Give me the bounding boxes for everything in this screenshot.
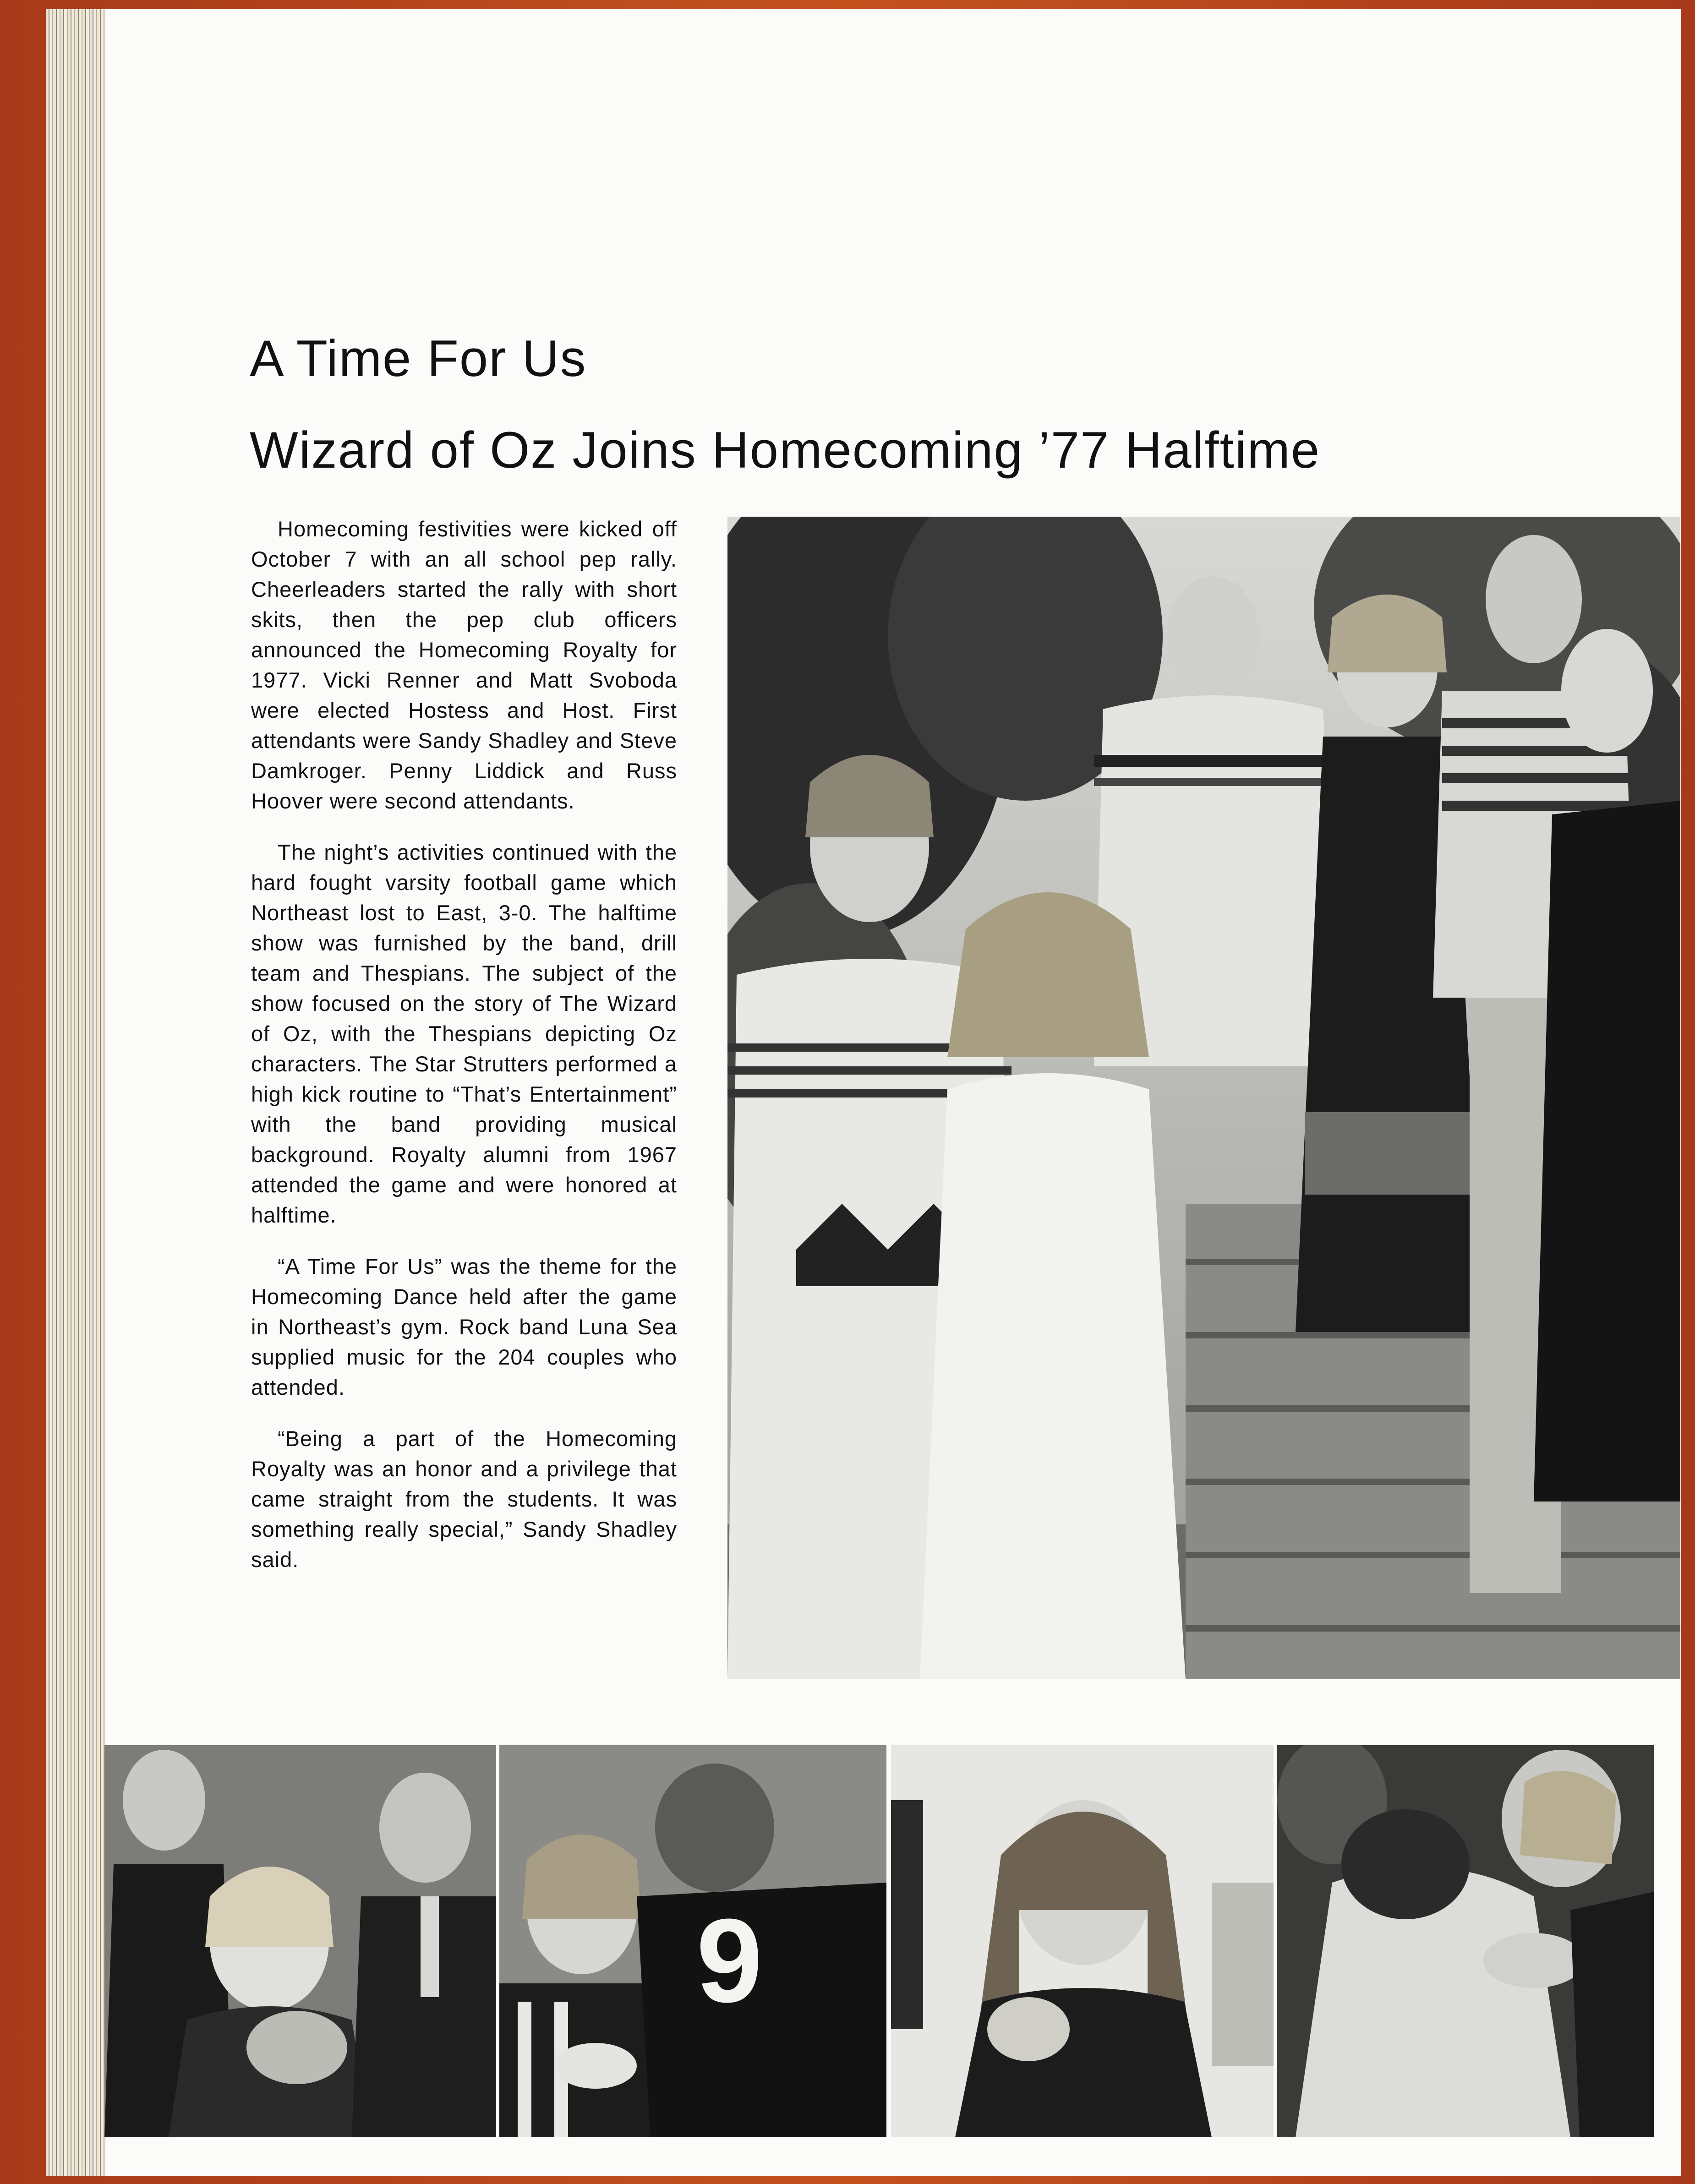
jersey-number: 9 <box>696 1895 763 2027</box>
page-edges <box>46 9 110 2176</box>
candid-photo-corsage-art <box>891 1745 1274 2137</box>
article-paragraph-4: “Being a part of the Homecoming Royalty was an honor and a privilege that came straight from the students. It was something really special,” Sandy Shadley said. <box>251 1426 677 1572</box>
candid-photo-hug-art <box>1277 1745 1654 2137</box>
candid-photo-congratulations <box>104 1745 496 2137</box>
royalty-group-photo <box>727 517 1680 1679</box>
candid-photo-congratulations-art <box>104 1745 496 2137</box>
article-paragraph-1: Homecoming festivities were kicked off October 7 with an all school pep rally. Cheerleaders started the rally with short skits, then the pep club officers announced the Homecoming Royalty for 1977. Vicki Renner and Matt Svoboda were elected Hostess and Host. First attendants were Sandy Shadley and Steve Damkroger. Penny Liddick and Russ Hoover were second attendants. <box>251 517 677 813</box>
page-subtitle: Wizard of Oz Joins Homecoming ’77 Halftime <box>250 421 1321 479</box>
candid-photo-jersey-art <box>499 1745 886 2137</box>
candid-photo-corsage <box>891 1745 1274 2137</box>
candid-photo-hug <box>1277 1745 1654 2137</box>
candid-photo-jersey <box>499 1745 886 2137</box>
article-body <box>251 514 677 1596</box>
page-title: A Time For Us <box>250 330 587 387</box>
article-paragraph-3: “A Time For Us” was the theme for the Homecoming Dance held after the game in Northeast’s gym. Rock band Luna Sea supplied music for the 204 couples who attended. <box>251 1254 677 1399</box>
royalty-group-photo-art <box>727 517 1680 1679</box>
article-paragraph-2: The night’s activities continued with the hard fought varsity football game which Northeast lost to East, 3-0. The halftime show was furnished by the band, drill team and Thespians. The subject of the show focused on the story of The Wizard of Oz, with the Thespians depicting Oz characters. The Star Strutters performed a high kick routine to “That’s Entertainment” with the band providing musical background. Royalty alumni from 1967 attended the game and were honored at halftime. <box>251 840 677 1227</box>
